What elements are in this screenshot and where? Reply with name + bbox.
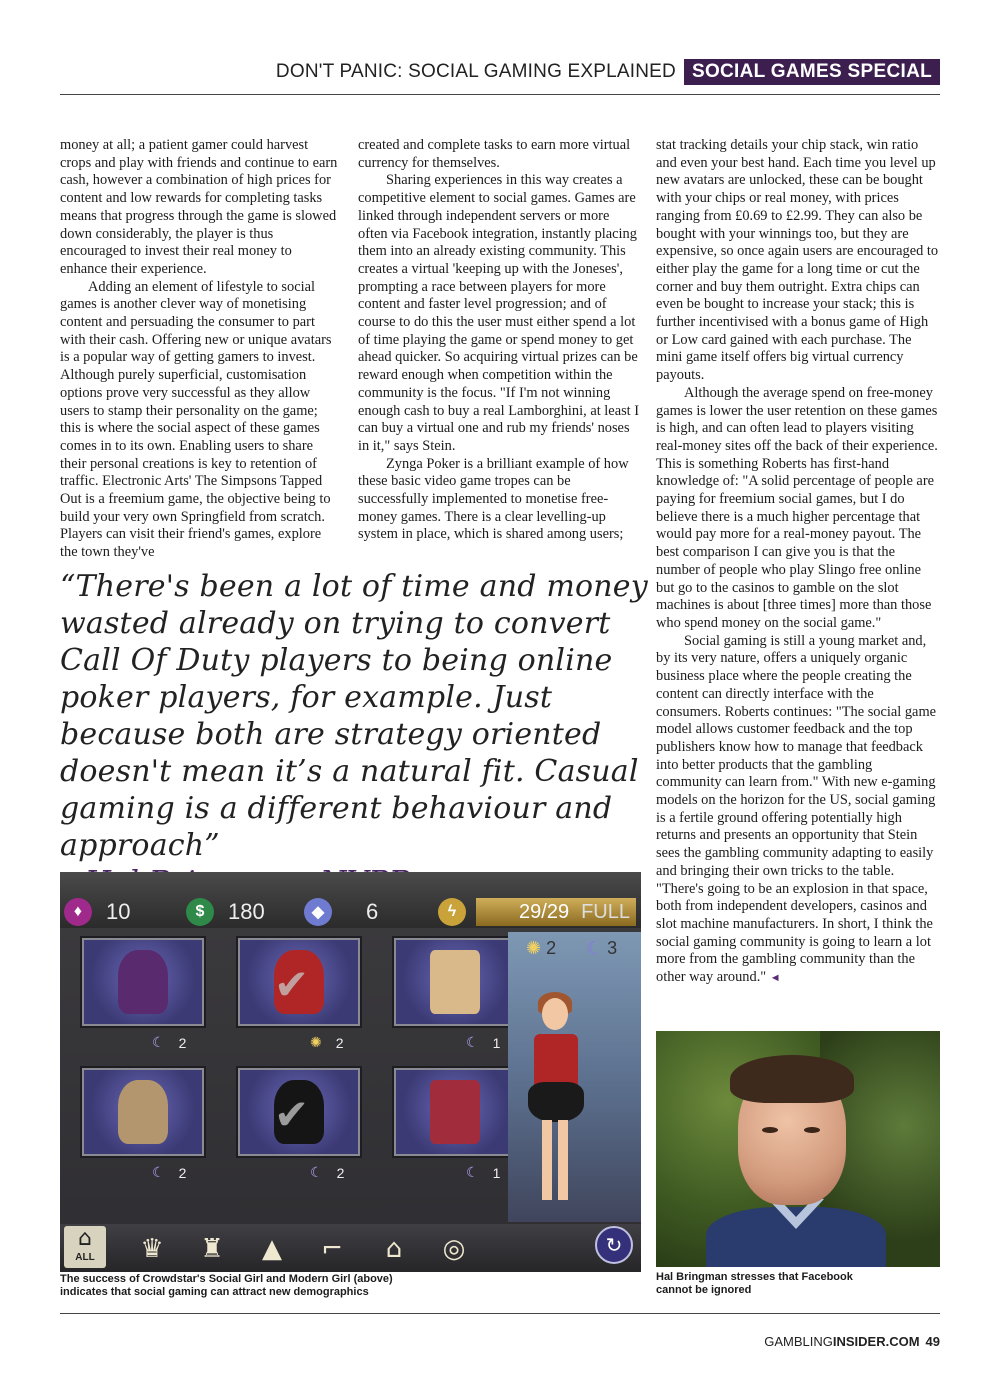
bag-category-icon[interactable]: ⌂ bbox=[385, 1234, 403, 1264]
hud-cash-value: 180 bbox=[228, 899, 265, 924]
checkmark-icon: ✔ bbox=[274, 1090, 310, 1139]
skirt-icon bbox=[118, 1080, 168, 1144]
tile-count bbox=[152, 1164, 186, 1181]
avatar-head bbox=[542, 998, 568, 1030]
tile-count-value: 1 bbox=[492, 1164, 501, 1181]
hud-cash bbox=[186, 898, 265, 926]
outfit-tile-red-heels[interactable] bbox=[394, 1068, 516, 1156]
moon-icon: ☾ bbox=[586, 938, 603, 958]
skirt-category-icon[interactable]: ▲ bbox=[262, 1234, 282, 1264]
gem-icon: ♦ bbox=[64, 898, 92, 926]
avatar-stars bbox=[526, 938, 556, 959]
energy-value: 29/29 bbox=[519, 900, 570, 923]
energy-bar bbox=[476, 898, 636, 926]
tile-count-value: 2 bbox=[336, 1164, 345, 1181]
page-footer bbox=[764, 1334, 940, 1349]
shoe-icon bbox=[430, 950, 480, 1014]
tile-count bbox=[152, 1034, 186, 1051]
section-badge: SOCIAL GAMES SPECIAL bbox=[684, 59, 940, 85]
moon-icon: ☾ bbox=[466, 1034, 479, 1050]
portrait-eye bbox=[804, 1127, 820, 1133]
avatar-moons-value: 3 bbox=[607, 938, 618, 958]
moon-icon: ☾ bbox=[152, 1034, 165, 1050]
dollar-icon: $ bbox=[186, 898, 214, 926]
outfit-tile-heels[interactable] bbox=[394, 938, 516, 1026]
outfit-tile-top[interactable] bbox=[82, 938, 204, 1026]
pull-quote-text: “There's been a lot of time and money wasted already on trying to convert Call Of Duty players to being online poker players, for example. Just because both are strategy oriented doesn't mean it’s a natural fit. Casual gaming is a different behaviour and approach” bbox=[60, 569, 648, 863]
category-all-button[interactable] bbox=[64, 1226, 106, 1268]
necklace-category-icon[interactable]: ◎ bbox=[442, 1234, 466, 1264]
tile-count bbox=[466, 1164, 500, 1181]
tile-count-value: 2 bbox=[178, 1034, 187, 1051]
game-screenshot bbox=[60, 872, 641, 1272]
shoe-category-icon[interactable]: ⌐ bbox=[321, 1234, 343, 1264]
dress-category-icon[interactable]: ♛ bbox=[140, 1234, 164, 1264]
outfit-tile-black-skirt[interactable] bbox=[238, 1068, 360, 1156]
sun-icon: ✺ bbox=[526, 938, 542, 958]
hud-energy bbox=[438, 898, 480, 926]
diamond-icon: ◆ bbox=[304, 898, 332, 926]
paragraph: Sharing experiences in this way creates a competitive element to social games. Games are linked through independent servers or more often via Facebook integration, instantly placing them into an already existing community. This creates a virtual 'keeping up with the Joneses', prompting a race between players for more content and faster level progression; and of course to do this the user must either spend a lot of time playing the game or spend money to get ahead quicker. So acquiring virtual prizes can be reward enough when competition within the community is the focus. "If I'm not winning enough cash to buy a real Lamborghini, at least I can buy a virtual one and rub my friends' noses in it," says Stein. bbox=[358, 172, 640, 454]
avatar-preview bbox=[508, 932, 641, 1222]
paragraph-final bbox=[656, 633, 940, 988]
tile-count-value: 2 bbox=[335, 1034, 344, 1051]
moon-icon: ☾ bbox=[310, 1164, 323, 1180]
top-category-icon[interactable]: ♜ bbox=[200, 1234, 224, 1264]
pull-quote bbox=[60, 568, 650, 901]
article-column-3 bbox=[656, 137, 940, 988]
checkmark-icon: ✔ bbox=[274, 960, 310, 1009]
paragraph: created and complete tasks to earn more virtual currency for themselves. bbox=[358, 137, 631, 171]
paragraph-text: Social gaming is still a young market and, by its very nature, offers a uniquely organic business place where the people creating the content can directly interface with the consumers. Roberts continues: "The social game model allows customer feedback and the top publishers know how to manage that feedback into better products that the gambling community can learn from." With new e-gaming models on the horizon for the US, social gaming is a fertile ground offering potentially high returns and presents an opportunity that Stein sees the gambling community adapting to easily and bringing their own tricks to the table. "There's going to be an explosion in that space, both from independent developers, casinos and slot machine manufacturers. In short, I think the social gaming community is going to learn a lot more from the gambling community than the other way around." bbox=[656, 632, 937, 986]
header-rule bbox=[60, 94, 940, 95]
hud-diamonds bbox=[304, 898, 378, 926]
avatar-stars-value: 2 bbox=[546, 938, 557, 958]
avatar-legs bbox=[542, 1120, 568, 1200]
photo-caption: Hal Bringman stresses that Facebook cannot be ignored bbox=[656, 1271, 853, 1296]
lightning-icon: ϟ bbox=[438, 898, 466, 926]
tile-count bbox=[466, 1034, 500, 1051]
paragraph: stat tracking details your chip stack, win ratio and even your best hand. Each time you level up new avatars are unlocked, these can be bought with your chips or real money, with prices ranging from £0.69 to £2.99. They can also be bought with your winnings too, but they are expensive, so once again users are encouraged to either play the game for a long time or cut the corner and buy them outright. Extra chips can even be bought to increase your stack; this is further incentivised with a bonus game of High or Low card gained with each purchase. The mini game itself offers big virtual currency payouts. bbox=[656, 137, 939, 384]
hud-gems-value: 10 bbox=[106, 899, 131, 924]
moon-icon: ☾ bbox=[152, 1164, 165, 1180]
tile-count-value: 2 bbox=[178, 1164, 187, 1181]
next-arrow-icon[interactable]: ↻ bbox=[595, 1226, 633, 1264]
article-column-2 bbox=[358, 137, 640, 544]
portrait-hair bbox=[730, 1055, 854, 1103]
paragraph: Although the average spend on free-money games is lower the user retention on these games is high, and can often lead to players visiting real-money sites off the back of their experience. This is something Roberts has first-hand knowledge of: "A solid percentage of people are paying for freemium social games, but I do believe there is a much higher percentage that would pay more for a real-money payout. The best comparison I can give you is that the number of people who play Slingo free online but go to the casinos to gamble on the slot machines is about [three times] more than those who spend money on the social game." bbox=[656, 384, 938, 631]
sun-icon: ✺ bbox=[310, 1034, 322, 1050]
paragraph: Adding an element of lifestyle to social games is another clever way of monetising content and persuading the consumer to part with their cash. Offering new or unique avatars is a popular way of getting gamers to invest. Although purely superficial, customisation options prove very successful as they allow users to stamp their personality on the game; this is where the social aspect of these games comes in to its own. Enabling users to share their personal creations is key to retention of traffic. Electronic Arts' The Simpsons Tapped Out is a freemium game, the objective being to build your very own Springfield from scratch. Players can visit their friend's games, explore the town they've bbox=[60, 278, 332, 561]
portrait-eye bbox=[762, 1127, 778, 1133]
article-column-1 bbox=[60, 137, 342, 562]
paragraph: Zynga Poker is a brilliant example of how these basic video game tropes can be successfully implemented to monetise free-money games. There is a clear levelling-up system in place, which is shared among users; bbox=[358, 455, 629, 543]
top-icon bbox=[118, 950, 168, 1014]
footer-brand-bold: INSIDER.COM bbox=[832, 1334, 920, 1349]
avatar-dress bbox=[534, 1034, 578, 1088]
header-kicker: DON'T PANIC: SOCIAL GAMING EXPLAINED bbox=[275, 61, 676, 82]
page-number: 49 bbox=[925, 1334, 940, 1349]
hanger-icon: ⌂ bbox=[78, 1226, 92, 1251]
end-mark-icon: ◄ bbox=[769, 972, 781, 985]
running-header bbox=[60, 58, 940, 86]
footer-rule bbox=[60, 1313, 940, 1314]
avatar-skirt bbox=[528, 1082, 584, 1122]
hud-diamonds-value: 6 bbox=[366, 899, 379, 924]
portrait-photo bbox=[656, 1031, 940, 1267]
shoe-icon bbox=[430, 1080, 480, 1144]
moon-icon: ☾ bbox=[466, 1164, 479, 1180]
energy-label: FULL bbox=[581, 900, 630, 923]
outfit-tile-skirt[interactable] bbox=[82, 1068, 204, 1156]
tile-count bbox=[310, 1164, 344, 1181]
paragraph: money at all; a patient gamer could harvest crops and play with friends and continue to earn cash, however a combination of high prices for content and low rewards for completing tasks means that progress through the game is slowed down considerably, the player is thus encouraged to invest their real money to enhance their experience. bbox=[60, 137, 338, 277]
hud-gems bbox=[64, 898, 130, 926]
tile-count-value: 1 bbox=[492, 1034, 501, 1051]
footer-brand-light: GAMBLING bbox=[764, 1334, 833, 1349]
game-caption: The success of Crowdstar's Social Girl and Modern Girl (above) indicates that social gaming can attract new demographics bbox=[60, 1273, 393, 1298]
category-all-label: ALL bbox=[75, 1252, 95, 1263]
portrait-shirt bbox=[706, 1207, 886, 1267]
avatar-moons bbox=[586, 938, 617, 959]
outfit-tile-red-top[interactable] bbox=[238, 938, 360, 1026]
tile-count bbox=[310, 1034, 344, 1051]
